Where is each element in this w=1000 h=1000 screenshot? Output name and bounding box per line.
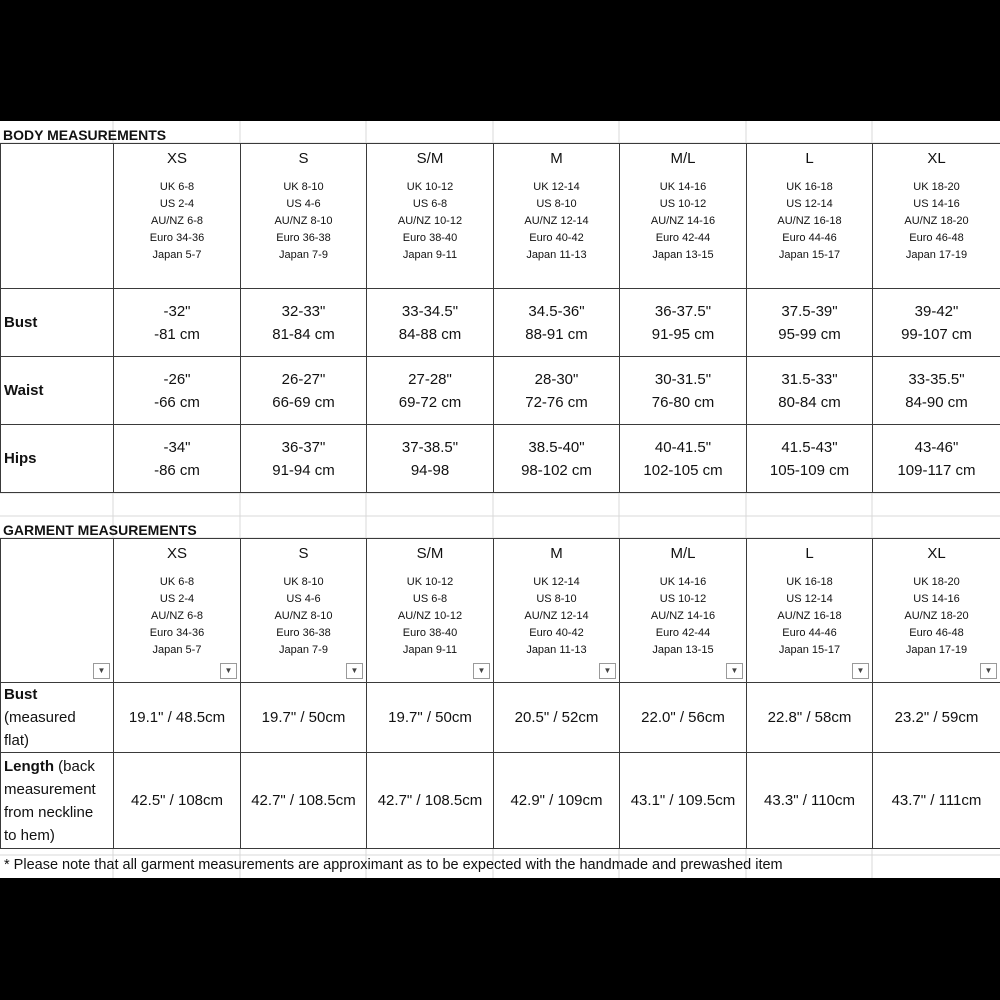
value-cm: 91-94 cm: [272, 461, 335, 479]
size-name: L: [805, 545, 814, 562]
garment-size-header-row: [1, 539, 1000, 683]
size-header-m-l: [620, 144, 747, 289]
measurement-cell: [620, 683, 747, 753]
size-equivalent: Euro 42-44: [655, 232, 711, 244]
size-equivalent: Japan 7-9: [279, 249, 328, 261]
measurement-cell: [241, 683, 367, 753]
size-equivalent: Euro 46-48: [909, 232, 964, 244]
value-cm: -81 cm: [154, 325, 200, 343]
size-name: XS: [166, 545, 187, 562]
row-label-text: Waist: [4, 382, 44, 399]
size-equivalent: Japan 15-17: [778, 644, 841, 656]
size-equivalent: US 2-4: [159, 198, 195, 210]
value-inches: 33-35.5": [908, 370, 965, 388]
value-cm: 99-107 cm: [901, 325, 972, 343]
size-header-s: [241, 144, 367, 289]
garment-value: 22.0" / 56cm: [641, 709, 725, 726]
row-label-detail: (back: [54, 757, 95, 775]
size-equivalent: UK 18-20: [913, 181, 960, 193]
size-equivalent: US 12-14: [786, 593, 833, 605]
size-equivalent: AU/NZ 18-20: [904, 215, 969, 227]
size-equivalent: UK 12-14: [533, 181, 580, 193]
row-label: [1, 357, 114, 425]
value-cm: 81-84 cm: [272, 325, 335, 343]
size-header-xs: [114, 144, 241, 289]
size-name: XL: [927, 545, 946, 562]
size-equivalent: UK 8-10: [283, 576, 324, 588]
size-equivalent: AU/NZ 8-10: [274, 215, 333, 227]
size-chart-sheet: [0, 121, 1000, 878]
size-equivalent: Japan 11-13: [526, 644, 587, 656]
value-cm: 94-98: [410, 461, 450, 479]
value-inches: 26-27": [281, 370, 326, 388]
size-equivalent: US 8-10: [536, 593, 577, 605]
measurement-cell: [620, 357, 747, 425]
size-name: XS: [166, 150, 187, 167]
row-label-detail: (measured: [4, 709, 76, 726]
row-label-text: Bust: [4, 314, 38, 331]
garment-value: 42.9" / 109cm: [510, 792, 603, 809]
size-equivalent: UK 14-16: [659, 181, 707, 193]
size-name: M/L: [670, 150, 696, 167]
size-header-xl: [873, 539, 1000, 683]
measurement-cell: [367, 683, 494, 753]
row-label-text: Hips: [4, 450, 37, 467]
measurement-cell: [367, 289, 494, 357]
value-inches: 31.5-33": [781, 370, 838, 388]
size-equivalent: AU/NZ 10-12: [397, 215, 463, 227]
measurement-cell: [494, 357, 620, 425]
size-equivalent: AU/NZ 6-8: [151, 215, 203, 227]
size-name: L: [805, 150, 814, 167]
value-cm: -86 cm: [154, 461, 200, 479]
size-equivalent: Euro 34-36: [149, 627, 205, 639]
garment-value: 43.1" / 109.5cm: [630, 792, 736, 809]
measurement-cell: [747, 753, 873, 849]
measurement-cell: [367, 753, 494, 849]
value-cm: 69-72 cm: [398, 393, 462, 411]
size-equivalent: US 2-4: [159, 593, 195, 605]
value-inches: 41.5-43": [781, 438, 838, 456]
size-header-s-m: [367, 539, 494, 683]
header-corner-cell: [1, 144, 114, 289]
size-equivalent: AU/NZ 12-14: [524, 215, 589, 227]
size-equivalent: UK 6-8: [159, 576, 195, 588]
size-equivalent: US 14-16: [913, 593, 960, 605]
size-equivalent: AU/NZ 8-10: [274, 610, 333, 622]
size-equivalent: US 6-8: [412, 198, 448, 210]
row-label: [1, 289, 114, 357]
row-label: [1, 753, 114, 849]
measurement-cell: [620, 753, 747, 849]
value-inches: 39-42": [914, 302, 959, 320]
value-inches: 38.5-40": [528, 438, 585, 456]
size-header-m-l: [620, 539, 747, 683]
row-label-bold: Length: [4, 757, 54, 775]
value-inches: -32": [163, 302, 191, 320]
size-equivalent: Japan 11-13: [526, 249, 587, 261]
garment-value: 19.1" / 48.5cm: [128, 709, 226, 726]
size-equivalent: Euro 46-48: [909, 627, 964, 639]
size-equivalent: Japan 17-19: [905, 249, 968, 261]
size-equivalent: Euro 36-38: [276, 627, 331, 639]
value-inches: -34": [163, 438, 191, 456]
measurement-cell: [114, 289, 241, 357]
value-cm: 95-99 cm: [778, 325, 841, 343]
chevron-down-icon[interactable]: ▼: [93, 663, 110, 679]
garment-value: 23.2" / 59cm: [894, 709, 979, 726]
value-inches: 36-37": [281, 438, 326, 456]
chevron-down-icon[interactable]: ▼: [346, 663, 363, 679]
body-size-header-row: [1, 144, 1000, 289]
size-equivalent: Euro 42-44: [655, 627, 711, 639]
size-equivalent: UK 16-18: [786, 181, 833, 193]
value-cm: -66 cm: [154, 393, 200, 411]
measurement-cell: [620, 425, 747, 493]
size-equivalent: Euro 36-38: [276, 232, 331, 244]
row-label-detail: from neckline: [4, 803, 94, 821]
chevron-down-icon[interactable]: ▼: [473, 663, 490, 679]
chevron-down-icon[interactable]: ▼: [599, 663, 616, 679]
measurement-cell: [873, 357, 1000, 425]
value-cm: 98-102 cm: [521, 461, 592, 479]
measurement-cell: [114, 357, 241, 425]
size-header-m: [494, 144, 620, 289]
garment-value: 42.7" / 108.5cm: [251, 792, 356, 809]
value-inches: 40-41.5": [654, 438, 712, 456]
chevron-down-icon[interactable]: ▼: [852, 663, 869, 679]
garment-row-length: [1, 753, 1000, 849]
size-equivalent: Japan 13-15: [652, 249, 714, 261]
value-cm: 66-69 cm: [272, 393, 335, 411]
size-equivalent: UK 12-14: [533, 576, 580, 588]
value-inches: 34.5-36": [528, 302, 585, 320]
size-equivalent: UK 16-18: [786, 576, 833, 588]
measurement-cell: [241, 289, 367, 357]
value-cm: 80-84 cm: [778, 393, 841, 411]
body-measurements-table: [0, 143, 1000, 493]
size-equivalent: Japan 9-11: [402, 249, 458, 261]
value-inches: 32-33": [281, 302, 326, 320]
value-cm: 84-88 cm: [398, 325, 462, 343]
size-header-s: [241, 539, 367, 683]
size-equivalent: Euro 38-40: [402, 232, 458, 244]
size-name: M: [550, 150, 563, 167]
garment-value: 20.5" / 52cm: [514, 709, 599, 726]
size-header-xs: [114, 539, 241, 683]
size-equivalent: AU/NZ 14-16: [650, 215, 716, 227]
measurement-note: * Please note that all garment measurements are approximant as to be expected with the handmade and prewashed item: [4, 857, 783, 873]
value-cm: 105-109 cm: [769, 461, 850, 479]
value-inches: 30-31.5": [654, 370, 712, 388]
measurement-cell: [747, 357, 873, 425]
size-header-xl: [873, 144, 1000, 289]
size-equivalent: AU/NZ 10-12: [397, 610, 463, 622]
measurement-cell: [747, 683, 873, 753]
size-equivalent: Japan 5-7: [152, 249, 202, 261]
measurement-cell: [747, 289, 873, 357]
value-inches: 37-38.5": [401, 438, 459, 456]
size-equivalent: Euro 38-40: [402, 627, 458, 639]
size-equivalent: Japan 17-19: [905, 644, 968, 656]
size-header-l: [747, 539, 873, 683]
garment-measurements-title: GARMENT MEASUREMENTS: [3, 522, 197, 538]
size-name: S: [298, 150, 309, 167]
value-inches: 27-28": [408, 370, 452, 388]
row-label-bold: Bust: [4, 686, 38, 703]
value-inches: -26": [163, 370, 191, 388]
size-equivalent: Euro 40-42: [529, 232, 584, 244]
size-header-l: [747, 144, 873, 289]
garment-measurements-table: [0, 538, 1000, 849]
size-header-s-m: [367, 144, 494, 289]
measurement-cell: [494, 683, 620, 753]
measurement-cell: [873, 425, 1000, 493]
measurement-cell: [114, 425, 241, 493]
size-equivalent: Euro 40-42: [529, 627, 584, 639]
measurement-cell: [241, 425, 367, 493]
size-equivalent: Euro 44-46: [782, 627, 837, 639]
value-cm: 84-90 cm: [905, 393, 968, 411]
measurement-cell: [747, 425, 873, 493]
row-label: [1, 425, 114, 493]
row-label-detail: flat): [4, 732, 30, 749]
size-name: M/L: [670, 545, 696, 562]
measurement-cell: [367, 357, 494, 425]
row-label-detail: measurement: [4, 780, 96, 798]
garment-value: 19.7" / 50cm: [261, 709, 346, 726]
size-header-m: [494, 539, 620, 683]
size-equivalent: US 4-6: [286, 593, 321, 605]
size-equivalent: UK 18-20: [913, 576, 960, 588]
size-equivalent: AU/NZ 18-20: [904, 610, 969, 622]
size-name: S: [298, 545, 309, 562]
measurement-cell: [114, 683, 241, 753]
value-cm: 88-91 cm: [525, 325, 588, 343]
garment-value: 43.3" / 110cm: [764, 792, 855, 809]
value-inches: 28-30": [534, 370, 579, 388]
garment-value: 42.7" / 108.5cm: [377, 792, 483, 809]
garment-value: 19.7" / 50cm: [388, 709, 472, 726]
size-equivalent: US 14-16: [913, 198, 960, 210]
measurement-cell: [494, 425, 620, 493]
value-inches: 36-37.5": [654, 302, 712, 320]
header-corner-cell: [1, 539, 114, 683]
size-equivalent: Japan 15-17: [778, 249, 841, 261]
value-inches: 43-46": [914, 438, 959, 456]
size-equivalent: Japan 5-7: [152, 644, 202, 656]
measurement-cell: [241, 357, 367, 425]
measurement-cell: [873, 683, 1000, 753]
value-inches: 33-34.5": [401, 302, 459, 320]
value-cm: 109-117 cm: [897, 461, 976, 479]
size-equivalent: UK 10-12: [406, 181, 454, 193]
size-equivalent: UK 8-10: [283, 181, 324, 193]
garment-value: 22.8" / 58cm: [767, 709, 852, 726]
size-equivalent: Japan 7-9: [279, 644, 328, 656]
measurement-cell: [367, 425, 494, 493]
size-equivalent: US 6-8: [412, 593, 448, 605]
value-cm: 91-95 cm: [651, 325, 715, 343]
measurement-cell: [241, 753, 367, 849]
size-equivalent: US 4-6: [286, 198, 321, 210]
size-equivalent: Japan 13-15: [652, 644, 714, 656]
garment-value: 42.5" / 108cm: [130, 792, 224, 809]
size-equivalent: Euro 34-36: [149, 232, 205, 244]
value-cm: 76-80 cm: [651, 393, 715, 411]
measurement-cell: [873, 289, 1000, 357]
size-equivalent: Euro 44-46: [782, 232, 837, 244]
size-equivalent: US 10-12: [659, 593, 707, 605]
measurement-cell: [620, 289, 747, 357]
size-name: S/M: [416, 545, 444, 562]
size-equivalent: AU/NZ 14-16: [650, 610, 716, 622]
size-equivalent: UK 14-16: [659, 576, 707, 588]
body-row-waist: [1, 357, 1000, 425]
size-equivalent: US 8-10: [536, 198, 577, 210]
garment-value: 43.7" / 111cm: [891, 792, 982, 809]
chevron-down-icon[interactable]: ▼: [980, 663, 997, 679]
size-equivalent: UK 6-8: [159, 181, 195, 193]
row-label-detail: to hem): [4, 826, 55, 844]
measurement-cell: [494, 289, 620, 357]
value-cm: 72-76 cm: [525, 393, 588, 411]
row-label: [1, 683, 114, 753]
chevron-down-icon[interactable]: ▼: [220, 663, 237, 679]
measurement-cell: [494, 753, 620, 849]
size-name: M: [550, 545, 563, 562]
chevron-down-icon[interactable]: ▼: [726, 663, 743, 679]
size-name: S/M: [416, 150, 444, 167]
size-equivalent: UK 10-12: [406, 576, 454, 588]
garment-row-bust: [1, 683, 1000, 753]
size-equivalent: US 10-12: [659, 198, 707, 210]
value-inches: 37.5-39": [781, 302, 838, 320]
size-equivalent: Japan 9-11: [402, 644, 458, 656]
value-cm: 102-105 cm: [643, 461, 723, 479]
body-row-hips: [1, 425, 1000, 493]
measurement-cell: [114, 753, 241, 849]
size-equivalent: US 12-14: [786, 198, 833, 210]
size-equivalent: AU/NZ 6-8: [151, 610, 203, 622]
size-name: XL: [927, 150, 946, 167]
size-equivalent: AU/NZ 16-18: [777, 610, 842, 622]
body-row-bust: [1, 289, 1000, 357]
body-measurements-title: BODY MEASUREMENTS: [3, 127, 167, 143]
size-equivalent: AU/NZ 16-18: [777, 215, 842, 227]
measurement-cell: [873, 753, 1000, 849]
size-equivalent: AU/NZ 12-14: [524, 610, 589, 622]
